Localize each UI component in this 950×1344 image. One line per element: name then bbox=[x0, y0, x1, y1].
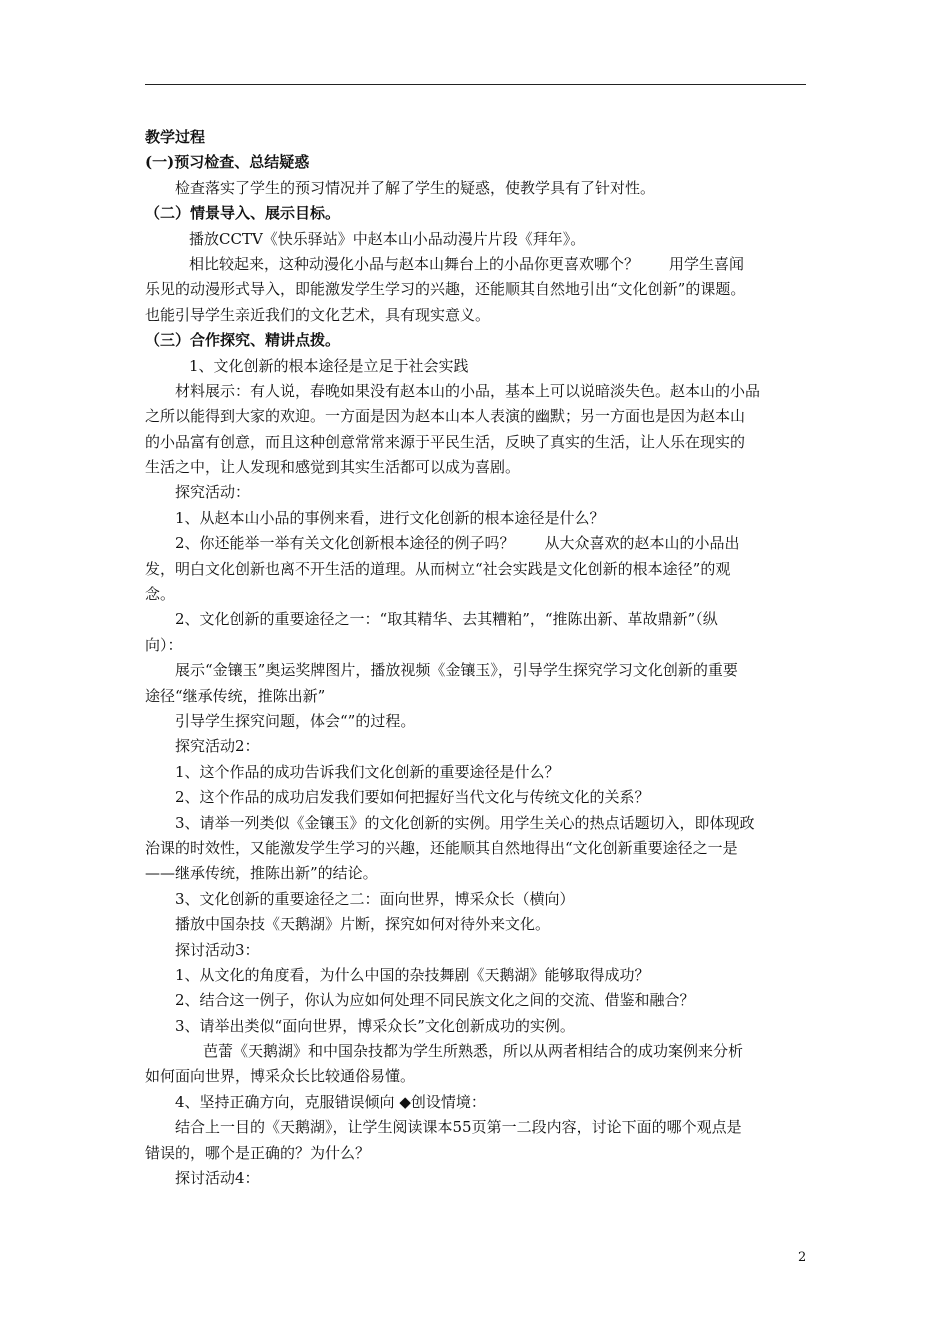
section-heading bbox=[145, 201, 810, 226]
line-text: 探究活动2： bbox=[175, 737, 260, 756]
text-line bbox=[145, 912, 810, 937]
text-line bbox=[145, 303, 810, 328]
text-line bbox=[145, 887, 810, 912]
line-text: 材料展示：有人说，春晚如果没有赵本山的小品，基本上可以说暗淡失色。赵本山的小品 bbox=[175, 381, 761, 400]
line-text: 2、文化创新的重要途径之一：“取其精华、去其糟粕”，“推陈出新、革故鼎新”（纵 bbox=[175, 610, 718, 629]
section-heading bbox=[145, 150, 810, 175]
line-text: 治课的时效性，又能激发学生学习的兴趣，还能顺其自然地得出“文化创新重要途径之一是 bbox=[145, 838, 738, 857]
line-text: 错误的，哪个是正确的？为什么？ bbox=[145, 1143, 371, 1162]
text-line bbox=[145, 557, 810, 582]
line-text: 3、文化创新的重要途径之二：面向世界，博采众长（横向） bbox=[175, 889, 575, 908]
line-text: 乐见的动漫形式导入，即能激发学生学习的兴趣，还能顺其自然地引出“文化创新”的课题。 bbox=[145, 280, 746, 299]
text-line bbox=[145, 1166, 810, 1191]
line-text: 发，明白文化创新也离不开生活的道理。从而树立“社会实践是文化创新的根本途径”的观 bbox=[145, 559, 731, 578]
line-text: 2、结合这一例子，你认为应如何处理不同民族文化之间的交流、借鉴和融合？ bbox=[175, 991, 695, 1010]
section-heading bbox=[145, 125, 810, 150]
line-tail-text: 用学生喜闻 bbox=[669, 254, 745, 273]
text-line bbox=[145, 1090, 810, 1115]
line-text: 3、请举出类似“面向世界，博采众长”文化创新成功的实例。 bbox=[175, 1016, 575, 1035]
text-line bbox=[145, 658, 810, 683]
line-text: 途径“继承传统，推陈出新” bbox=[145, 686, 326, 705]
line-text: 念。 bbox=[145, 585, 176, 604]
text-line bbox=[145, 785, 810, 810]
section-heading bbox=[145, 328, 810, 353]
text-line bbox=[145, 277, 810, 302]
line-text: 如何面向世界，博采众长比较通俗易懂。 bbox=[145, 1067, 416, 1086]
line-text: 的小品富有创意，而且这种创意常常来源于平民生活，反映了真实的生活，让人乐在现实的 bbox=[145, 432, 746, 451]
line-text: 展示“金镶玉”奥运奖牌图片，播放视频《金镶玉》，引导学生探究学习文化创新的重要 bbox=[175, 661, 738, 680]
line-text: 1、文化创新的根本途径是立足于社会实践 bbox=[189, 356, 469, 375]
line-text: （二）情景导入、展示目标。 bbox=[145, 204, 341, 223]
text-line bbox=[145, 1064, 810, 1089]
text-line bbox=[145, 252, 810, 277]
line-text: 生活之中，让人发现和感觉到其实生活都可以成为喜剧。 bbox=[145, 458, 521, 477]
line-text: 相比较起来，这种动漫化小品与赵本山舞台上的小品你更喜欢哪个？ bbox=[189, 254, 640, 273]
line-text: 1、从文化的角度看，为什么中国的杂技舞剧《天鹅湖》能够取得成功？ bbox=[175, 965, 650, 984]
text-line bbox=[145, 582, 810, 607]
text-line bbox=[145, 531, 810, 556]
line-text: 教学过程 bbox=[145, 128, 206, 146]
text-line bbox=[145, 1039, 810, 1064]
text-line bbox=[145, 480, 810, 505]
line-text: 引导学生探究问题，体会“”的过程。 bbox=[175, 711, 416, 730]
line-text: (一)预习检查、总结疑惑 bbox=[145, 153, 310, 172]
line-text: 2、你还能举一举有关文化创新根本途径的例子吗？ bbox=[175, 534, 515, 553]
line-text: （三）合作探究、精讲点拨。 bbox=[145, 331, 341, 350]
line-text: 4、坚持正确方向，克服错误倾向 ◆创设情境： bbox=[175, 1092, 486, 1111]
text-line bbox=[145, 760, 810, 785]
text-line bbox=[145, 1014, 810, 1039]
text-line bbox=[145, 607, 810, 632]
line-text: 1、这个作品的成功告诉我们文化创新的重要途径是什么？ bbox=[175, 762, 560, 781]
line-text: ——继承传统，推陈出新”的结论。 bbox=[145, 864, 378, 883]
header-rule bbox=[145, 84, 806, 85]
text-line bbox=[145, 861, 810, 886]
text-line bbox=[145, 354, 810, 379]
line-text: 2、这个作品的成功启发我们要如何把握好当代文化与传统文化的关系？ bbox=[175, 788, 650, 807]
line-text: 探讨活动4： bbox=[175, 1169, 260, 1188]
text-line bbox=[145, 811, 810, 836]
line-text: 1、从赵本山小品的事例来看，进行文化创新的根本途径是什么？ bbox=[175, 508, 605, 527]
line-tail-text: 从大众喜欢的赵本山的小品出 bbox=[544, 534, 740, 553]
line-text: 探讨活动3： bbox=[175, 940, 260, 959]
line-text: 探究活动： bbox=[175, 483, 251, 502]
document-body bbox=[145, 125, 810, 1191]
line-text: 也能引导学生亲近我们的文化艺术，具有现实意义。 bbox=[145, 305, 491, 324]
line-text: 结合上一目的《天鹅湖》，让学生阅读课本55页第一二段内容，讨论下面的哪个观点是 bbox=[175, 1118, 742, 1137]
text-line bbox=[145, 963, 810, 988]
line-text: 播放中国杂技《天鹅湖》片断，探究如何对待外来文化。 bbox=[175, 915, 551, 934]
text-line bbox=[145, 506, 810, 531]
page-number: 2 bbox=[798, 1250, 807, 1265]
text-line bbox=[145, 227, 810, 252]
text-line bbox=[145, 709, 810, 734]
text-line bbox=[145, 455, 810, 480]
line-text: 播放CCTV《快乐驿站》中赵本山小品动漫片片段《拜年》。 bbox=[189, 229, 586, 248]
text-line bbox=[145, 404, 810, 429]
text-line bbox=[145, 176, 810, 201]
text-line bbox=[145, 1115, 810, 1140]
text-line bbox=[145, 430, 810, 455]
line-text: 3、请举一列类似《金镶玉》的文化创新的实例。用学生关心的热点话题切入，即体现政 bbox=[175, 813, 755, 832]
text-line bbox=[145, 734, 810, 759]
text-line bbox=[145, 633, 810, 658]
line-text: 之所以能得到大家的欢迎。一方面是因为赵本山本人表演的幽默；另一方面也是因为赵本山 bbox=[145, 407, 746, 426]
text-line bbox=[145, 836, 810, 861]
line-text: 芭蕾《天鹅湖》和中国杂技都为学生所熟悉，所以从两者相结合的成功案例来分析 bbox=[203, 1042, 744, 1061]
line-text: 检查落实了学生的预习情况并了解了学生的疑惑，使教学具有了针对性。 bbox=[175, 178, 656, 197]
text-line bbox=[145, 988, 810, 1013]
text-line bbox=[145, 684, 810, 709]
text-line bbox=[145, 379, 810, 404]
text-line bbox=[145, 1141, 810, 1166]
line-text: 向）： bbox=[145, 635, 183, 654]
text-line bbox=[145, 938, 810, 963]
